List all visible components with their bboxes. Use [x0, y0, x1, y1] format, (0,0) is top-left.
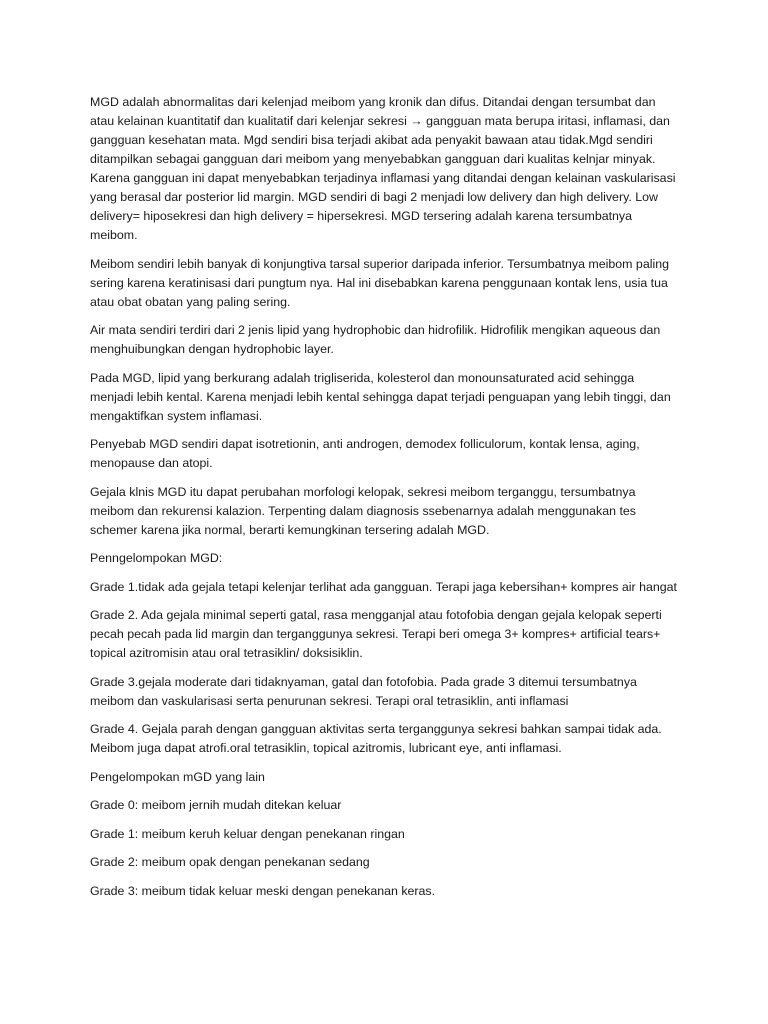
paragraph-grade-2: Grade 2. Ada gejala minimal seperti gatal, rasa mengganjal atau fotofobia dengan gejala kelopak seperti pecah pecah pada lid margin dan terganggunya sekresi. Terapi beri omega 3+ kompres+ artificial tears+ topical azitromisin atau oral tetrasiklin/ doksisiklin. [90, 608, 662, 660]
paragraph-causes: Penyebab MGD sendiri dapat isotretionin, anti androgen, demodex folliculorum, kontak lensa, aging, menopause dan atopi. [90, 437, 640, 470]
paragraph-other-grade-1: Grade 1: meibum keruh keluar dengan penekanan ringan [90, 826, 405, 841]
paragraph-grade-3: Grade 3.gejala moderate dari tidaknyaman, gatal dan fotofobia. Pada grade 3 ditemui tersumbatnya meibom dan vaskularisasi serta penurunan sekresi. Terapi oral tetrasiklin, anti inflamasi [90, 674, 637, 708]
paragraph-clinical-symptoms: Gejala klnis MGD itu dapat perubahan morfologi kelopak, sekresi meibom terganggu, tersumbatnya meibom dan rekurensi kalazion. Terpenting dalam diagnosis ssebenarnya adalah menggunakan tes schemer karena jika normal, berarti kemungkinan tersering adalah MGD. [90, 484, 636, 537]
paragraph-other-grade-0: Grade 0: meibom jernih mudah ditekan keluar [90, 798, 342, 812]
paragraph-mgd-definition: MGD adalah abnormalitas dari kelenjad meibom yang kronik dan difus. Ditandai dengan tersumbat dan atau kelainan kuantitatif dan kualitatif dari kelenjar sekresi → gangguan mata berupa iritasi, inflamasi, dan gangguan kesehatan mata. Mgd sendiri bisa terjadi akibat ada penyakit bawaan atau tidak.Mgd sendiri ditampilkan sebagai gangguan dari meibom yang menyebabkan gangguan dari kualitas kelnjar minyak. Karena gangguan ini dapat menyebabkan terjadinya inflamasi yang ditandai dengan kelainan vaskularisasi yang berasal dar posterior lid margin. MGD sendiri di bagi 2 menjadi low delivery dan high delivery. Low delivery= hiposekresi dan high delivery = hipersekresi. MGD tersering adalah karena tersumbatnya meibom. [90, 95, 676, 242]
heading-other-grouping: Pengelompokan mGD yang lain [90, 769, 265, 784]
paragraph-grade-4: Grade 4. Gejala parah dengan gangguan aktivitas serta terganggunya sekresi bahkan sampai tidak ada. Meibom juga dapat atrofi.oral tetrasiklin, topical azitromis, lubricant eye, anti inflamasi. [90, 722, 662, 755]
heading-mgd-grouping: Penngelompokan MGD: [90, 551, 223, 565]
paragraph-grade-1: Grade 1.tidak ada gejala tetapi kelenjar terlihat ada gangguan. Terapi jaga kebersihan+ kompres air hangat [90, 579, 677, 594]
paragraph-meibom-location: Meibom sendiri lebih banyak di konjungtiva tarsal superior daripada inferior. Tersumbatnya meibom paling sering karena keratinisasi dari pungtum nya. Hal ini disebabkan karena penggunaan kontak lens, usia tua atau obat obatan yang paling sering. [90, 256, 670, 309]
paragraph-tear-lipid: Air mata sendiri terdiri dari 2 jenis lipid yang hydrophobic dan hidrofilik. Hidrofilik mengikan aqueous dan menghuibungkan dengan hydrophobic layer. [90, 323, 661, 356]
paragraph-other-grade-2: Grade 2: meibum opak dengan penekanan sedang [90, 855, 370, 869]
document-page [90, 93, 680, 910]
paragraph-lipid-reduction: Pada MGD, lipid yang berkurang adalah trigliserida, kolesterol dan monounsaturated acid sehingga menjadi lebih kental. Karena menjadi lebih kental sehingga dapat terjadi penguapan yang lebih tinggi, dan mengaktifkan system inflamasi. [90, 370, 671, 423]
paragraph-other-grade-3: Grade 3: meibum tidak keluar meski dengan penekanan keras. [90, 883, 436, 898]
